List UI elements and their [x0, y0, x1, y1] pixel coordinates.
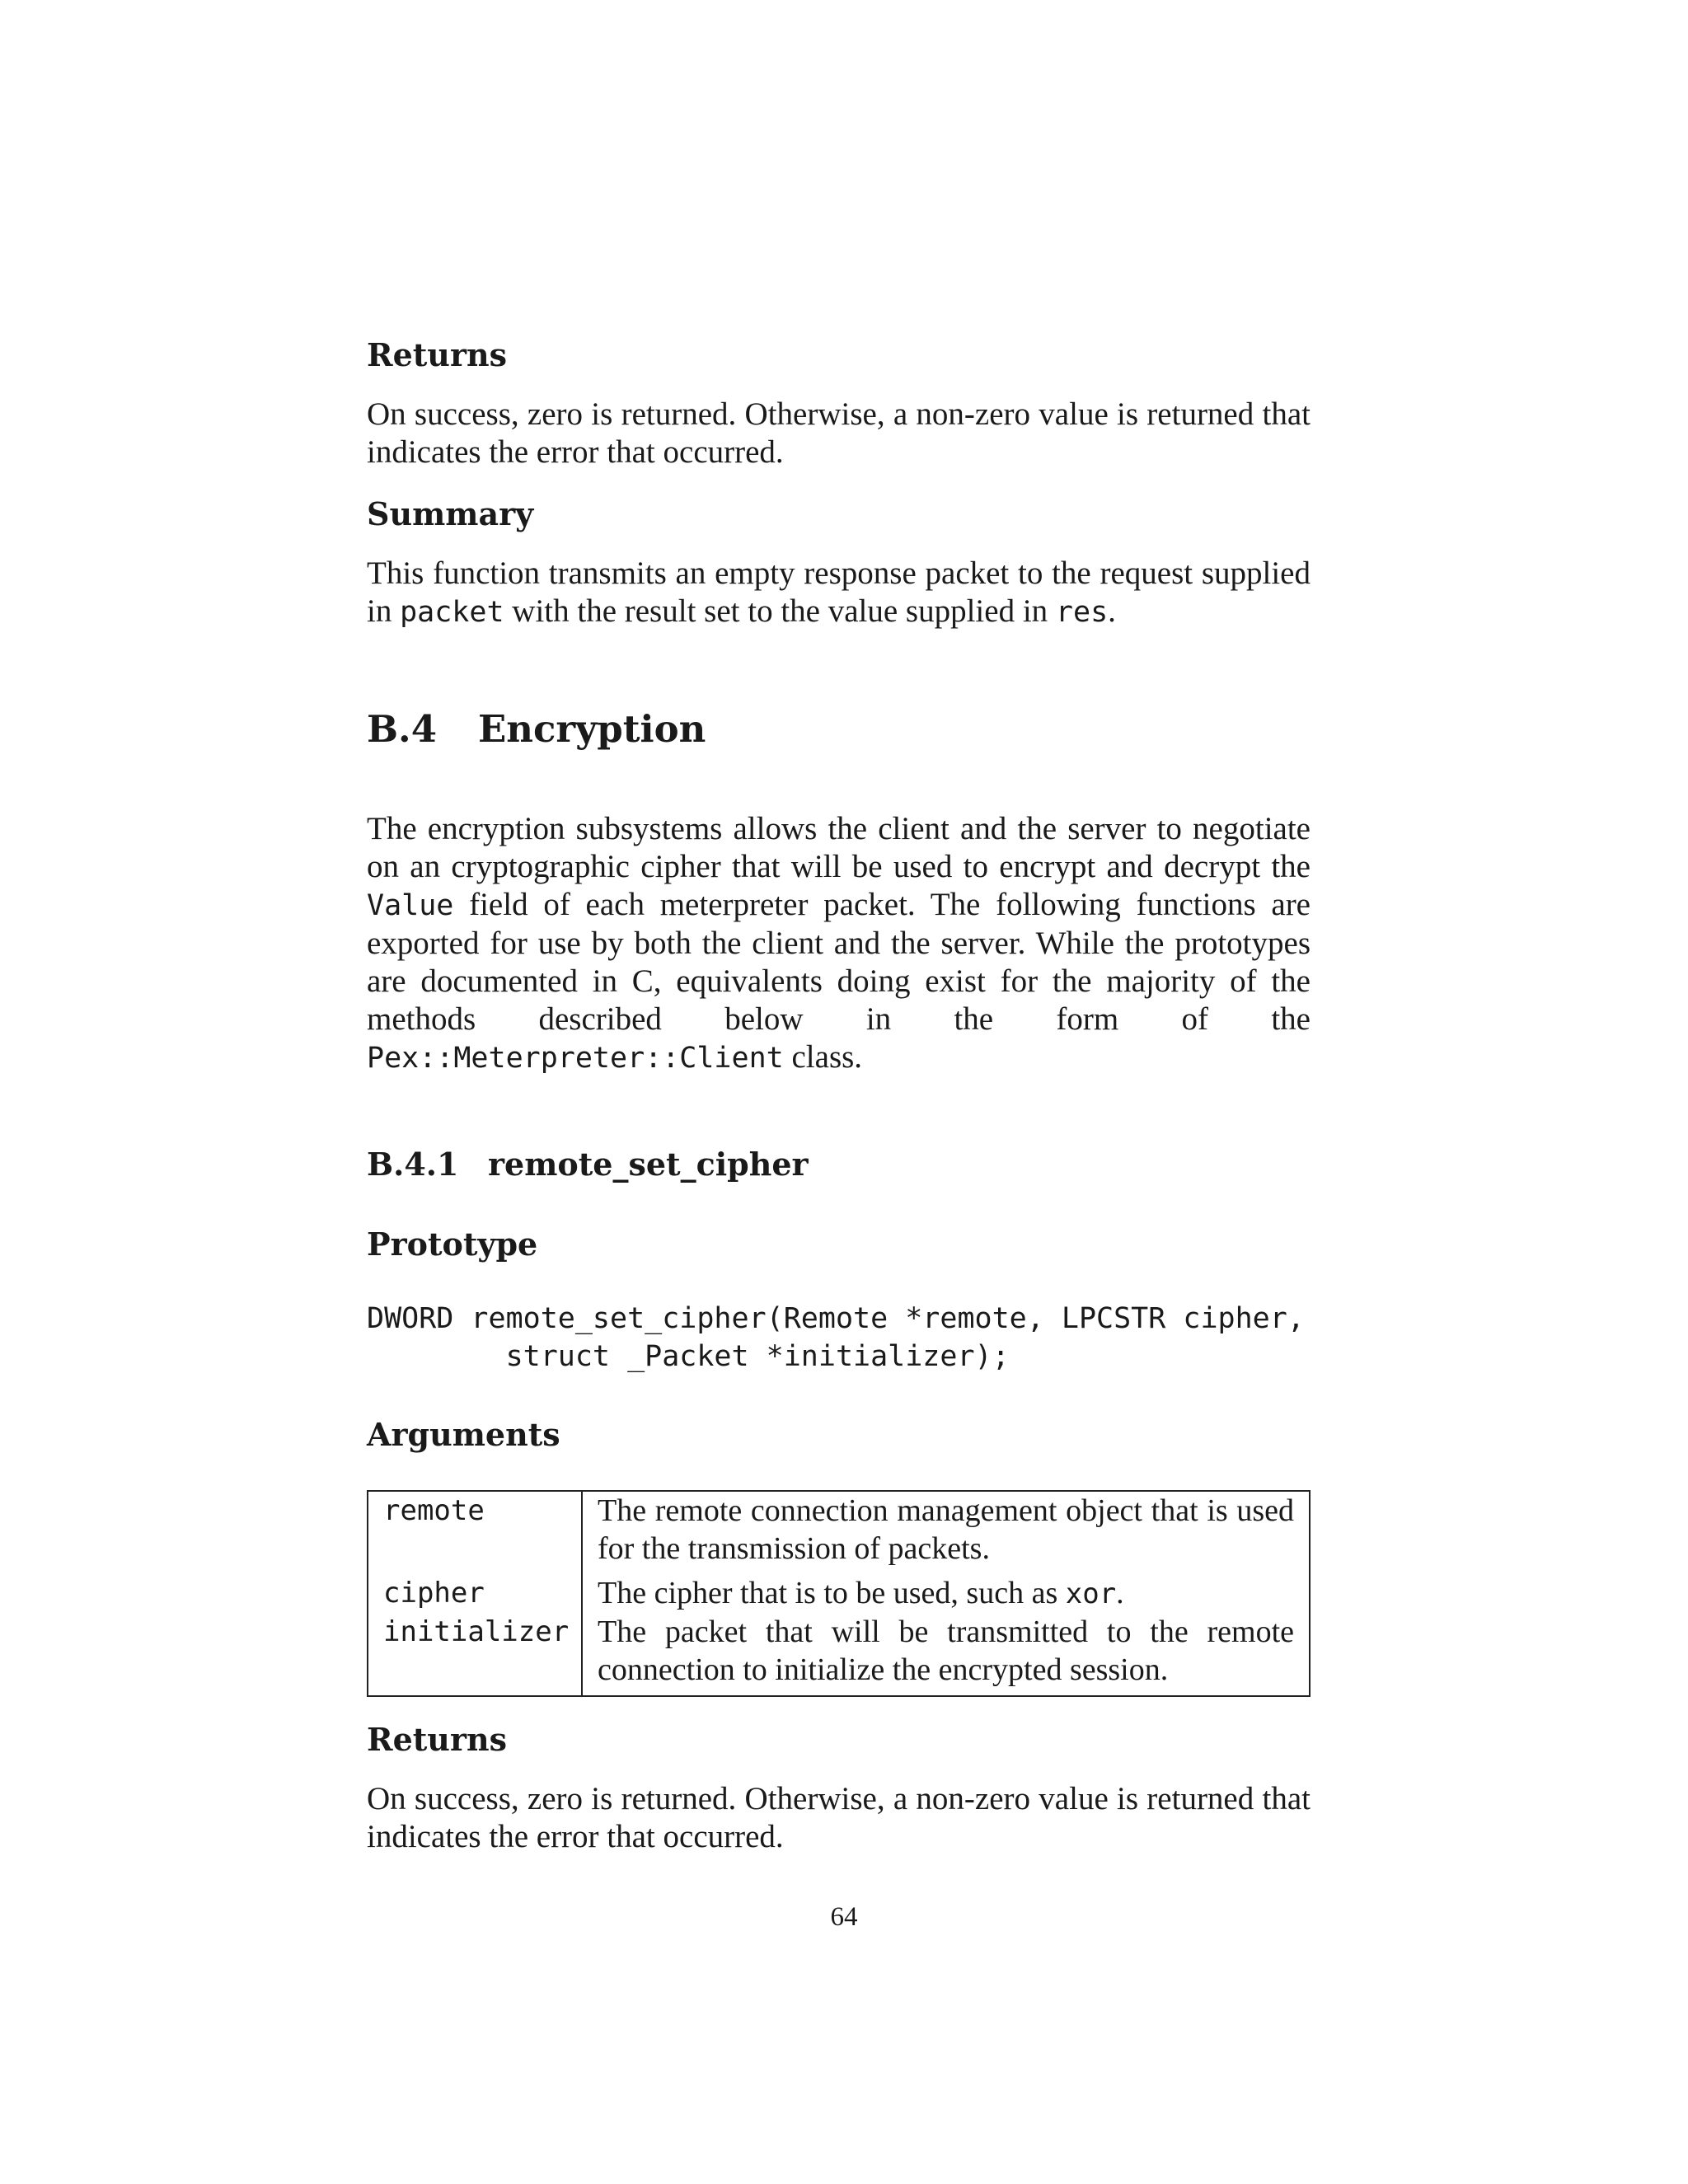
arg-name: cipher: [368, 1574, 582, 1613]
arg-desc: The remote connection management object that is used for the transmission of packets.: [598, 1493, 1294, 1566]
arguments-table: [367, 1490, 1311, 1697]
table-row: [368, 1574, 1310, 1613]
returns-text-2: On success, zero is returned. Otherwise, a non-zero value is returned that indicates the error that occurred.: [367, 1781, 1311, 1854]
code-packet: packet: [400, 596, 504, 629]
subsection-heading: [0, 1146, 1688, 1187]
arg-name: initializer: [368, 1613, 582, 1696]
arguments-heading: Arguments: [367, 1416, 560, 1453]
code-res: res: [1055, 596, 1109, 629]
summary-text: This function transmits an empty response packet to the request supplied in packet with the result set to the value supplied in res.: [367, 555, 1311, 629]
section-intro: The encryption subsystems allows the client and the server to negotiate on an cryptographic cipher that will be used to encrypt and decrypt the Value field of each meterpreter packet. The following functions are exported for use by both the client and the server. While the prototypes are documented in C, equivalents doing exist for the majority of the methods described below in the form of the Pex::Meterpreter::Client class.: [367, 811, 1311, 1075]
returns-text: On success, zero is returned. Otherwise, a non-zero value is returned that indicates the error that occurred.: [367, 396, 1311, 470]
summary-heading: Summary: [367, 495, 534, 532]
table-row: [368, 1613, 1310, 1696]
code-xor: xor: [1065, 1577, 1117, 1610]
subsection-title: remote_set_cipher: [488, 1146, 809, 1183]
subsection-number: B.4.1: [367, 1146, 459, 1183]
section-heading: [0, 707, 1688, 757]
arg-name: remote: [368, 1491, 582, 1574]
prototype-heading: Prototype: [367, 1226, 538, 1263]
prototype-code-line-2: struct _Packet *initializer);: [367, 1340, 1010, 1373]
arg-desc: The cipher that is to be used, such as xor.: [598, 1576, 1124, 1610]
code-client-class: Pex::Meterpreter::Client: [367, 1042, 784, 1075]
section-number: B.4: [367, 707, 438, 751]
table-row: [368, 1491, 1310, 1574]
arg-desc: The packet that will be transmitted to the remote connection to initialize the encrypted session.: [598, 1615, 1294, 1687]
prototype-code-line-1: DWORD remote_set_cipher(Remote *remote, LPCSTR cipher,: [367, 1302, 1305, 1335]
returns-heading-2: Returns: [367, 1721, 507, 1758]
page-number: 64: [830, 1902, 858, 1932]
returns-heading: Returns: [367, 336, 507, 373]
code-value: Value: [367, 889, 454, 922]
section-title: Encryption: [478, 707, 706, 751]
